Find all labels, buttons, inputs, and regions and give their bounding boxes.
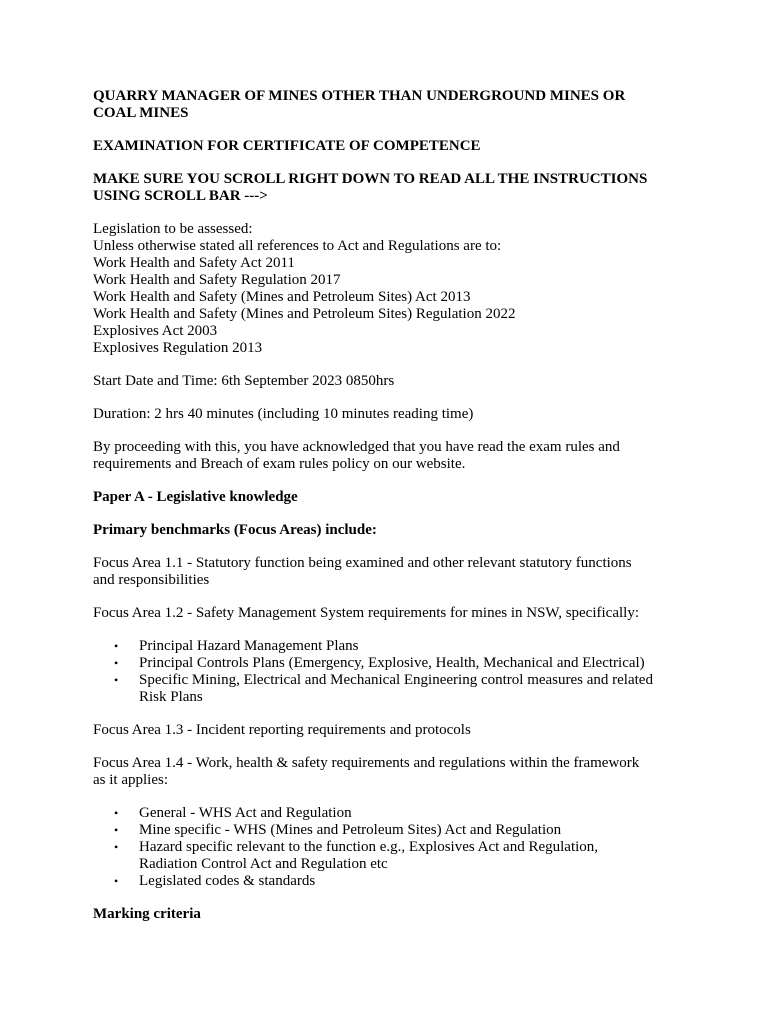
focus-area-1-4-line-1: Focus Area 1.4 - Work, health & safety requirements and regulations within the framework (93, 755, 640, 771)
focus-area-1-2: Focus Area 1.2 - Safety Management System requirements for mines in NSW, specifically: (93, 605, 639, 621)
bullet-icon: • (114, 874, 119, 888)
document-title (93, 88, 693, 122)
list-item (93, 672, 693, 706)
legislation-item: Work Health and Safety (Mines and Petroleum Sites) Regulation 2022 (93, 306, 516, 322)
list-item (93, 805, 693, 822)
bullet-icon: • (114, 656, 119, 670)
list-item-text: Principal Hazard Management Plans (139, 638, 359, 654)
legislation-intro: Legislation to be assessed: (93, 221, 253, 237)
duration: Duration: 2 hrs 40 minutes (including 10 minutes reading time) (93, 406, 474, 422)
legislation-note: Unless otherwise stated all references to Act and Regulations are to: (93, 238, 502, 254)
legislation-item: Work Health and Safety Regulation 2017 (93, 272, 341, 288)
focus-area-1-2-list (93, 638, 693, 706)
bullet-icon: • (114, 823, 119, 837)
benchmarks-heading: Primary benchmarks (Focus Areas) include: (93, 522, 377, 538)
list-item (93, 655, 693, 672)
list-item-text: Hazard specific relevant to the function e.g., Explosives Act and Regulation, (139, 839, 599, 855)
focus-area-1-3: Focus Area 1.3 - Incident reporting requirements and protocols (93, 722, 471, 738)
bullet-icon: • (114, 840, 119, 854)
focus-area-1-4 (93, 755, 693, 789)
list-item (93, 873, 693, 890)
focus-area-1-1-line-2: and responsibilities (93, 572, 210, 588)
list-item-text: General - WHS Act and Regulation (139, 805, 352, 821)
list-item (93, 822, 693, 839)
legislation-item: Explosives Act 2003 (93, 323, 218, 339)
focus-area-1-1 (93, 555, 693, 589)
focus-area-1-4-list (93, 805, 693, 890)
list-item-text-continued: Risk Plans (139, 689, 203, 705)
paper-a-heading: Paper A - Legislative knowledge (93, 489, 298, 505)
focus-area-1-1-line-1: Focus Area 1.1 - Statutory function being examined and other relevant statutory functions (93, 555, 632, 571)
list-item-text: Legislated codes & standards (139, 873, 316, 889)
title-line-2: COAL MINES (93, 105, 189, 121)
bullet-icon: • (114, 806, 119, 820)
list-item-text-continued: Radiation Control Act and Regulation etc (139, 856, 388, 872)
list-item-text: Principal Controls Plans (Emergency, Explosive, Health, Mechanical and Electrical) (139, 655, 645, 671)
exam-heading: EXAMINATION FOR CERTIFICATE OF COMPETENCE (93, 138, 481, 154)
title-line-1: QUARRY MANAGER OF MINES OTHER THAN UNDERGROUND MINES OR (93, 88, 626, 104)
list-item-text: Specific Mining, Electrical and Mechanical Engineering control measures and related (139, 672, 653, 688)
start-date: Start Date and Time: 6th September 2023 0850hrs (93, 373, 395, 389)
acknowledgement-line-2: requirements and Breach of exam rules policy on our website. (93, 456, 466, 472)
scroll-notice-line-1: MAKE SURE YOU SCROLL RIGHT DOWN TO READ ALL THE INSTRUCTIONS (93, 171, 648, 187)
bullet-icon: • (114, 673, 119, 687)
marking-criteria-heading: Marking criteria (93, 906, 201, 922)
document-page (93, 88, 693, 939)
list-item-text: Mine specific - WHS (Mines and Petroleum Sites) Act and Regulation (139, 822, 562, 838)
bullet-icon: • (114, 639, 119, 653)
legislation-item: Work Health and Safety (Mines and Petroleum Sites) Act 2013 (93, 289, 471, 305)
legislation-block (93, 221, 693, 357)
list-item (93, 638, 693, 655)
focus-area-1-4-line-2: as it applies: (93, 772, 168, 788)
acknowledgement (93, 439, 693, 473)
acknowledgement-line-1: By proceeding with this, you have acknowledged that you have read the exam rules and (93, 439, 620, 455)
scroll-notice (93, 171, 693, 205)
legislation-item: Explosives Regulation 2013 (93, 340, 263, 356)
scroll-notice-line-2: USING SCROLL BAR ---> (93, 188, 268, 204)
list-item (93, 839, 693, 873)
legislation-item: Work Health and Safety Act 2011 (93, 255, 295, 271)
